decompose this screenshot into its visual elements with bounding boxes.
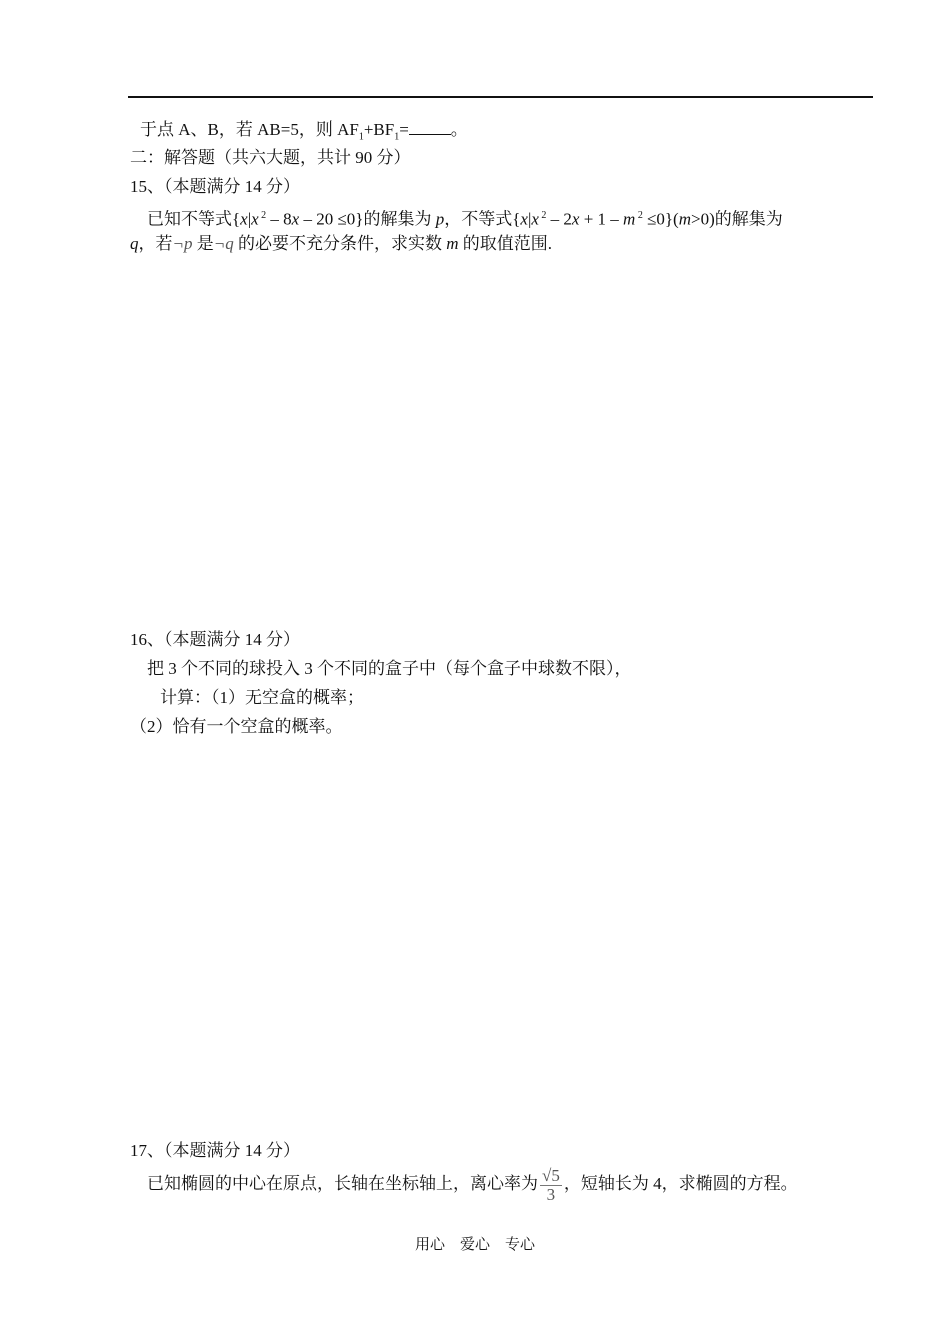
answer-blank bbox=[409, 120, 451, 135]
page-footer: 用心 爱心 专心 bbox=[414, 1237, 535, 1253]
q16-title: 16、（本题满分 14 分） bbox=[130, 630, 300, 649]
q17-title: 17、（本题满分 14 分） bbox=[130, 1141, 300, 1160]
section-heading: 二：解答题（共六大题，共计 90 分） bbox=[130, 148, 411, 167]
header-rule bbox=[128, 96, 873, 98]
q16-line1: 把 3 个不同的球投入 3 个不同的盒子中（每个盒子中球数不限）， bbox=[147, 659, 632, 678]
q14-tail-text: 于点 A、B，若 AB=5，则 $AF_1+BF_1=$ 。 bbox=[140, 120, 468, 143]
q17-line: 已知椭圆的中心在原点，长轴在坐标轴上，离心率为 $\frac{√5}{3}$ ，短轴长为 4，求椭圆的方程。 bbox=[147, 1165, 798, 1204]
q15-line2: q，若¬p 是¬q 的必要不充分条件，求实数 m 的取值范围. bbox=[130, 234, 552, 253]
q16-line3: （2）恰有一个空盒的概率。 bbox=[130, 717, 343, 736]
q16-line2: 计算：（1）无空盒的概率； bbox=[160, 688, 364, 707]
eccentricity-fraction: $\frac{√5}{3}$ bbox=[542, 1165, 560, 1204]
q15-line1: 已知不等式{x|x $^2$ – 8x – 20 ≤0}的解集为 p，不等式{x|x $^2$ – 2x + 1 – m $^2$ ≤0}(m>0)的解集为 bbox=[147, 209, 783, 229]
q15-title: 15、（本题满分 14 分） bbox=[130, 177, 300, 196]
